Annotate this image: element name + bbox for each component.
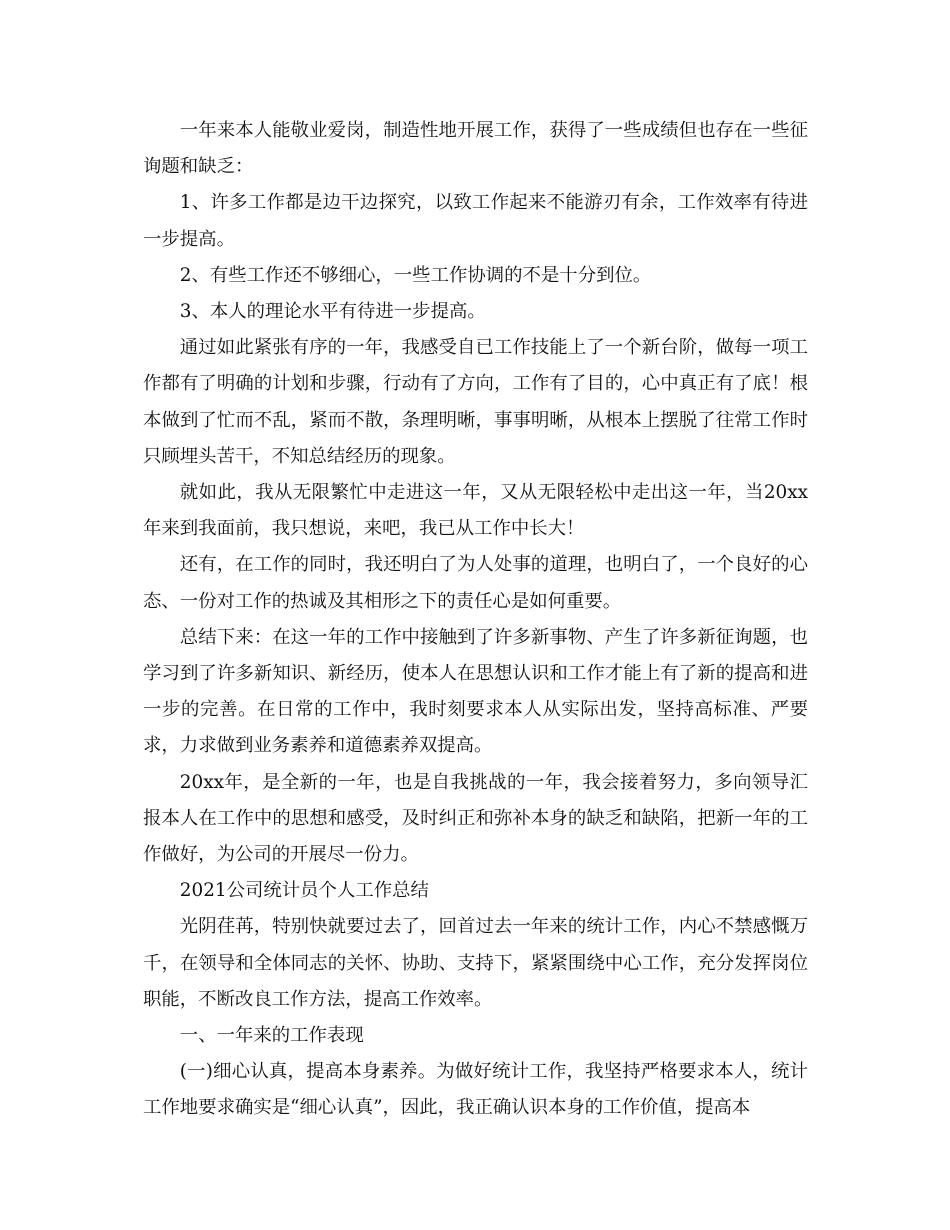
paragraph-growth: 就如此，我从无限繁忙中走进这一年，又从无限轻松中走出这一年，当20xx年来到我面前，我只想说，来吧，我已从工作中长大！ bbox=[143, 482, 808, 540]
paragraph-intro: 光阴荏苒，特别快就要过去了，回首过去一年来的统计工作，内心不禁感慨万千，在领导和全体同志的关怀、协助、支持下，紧紧围绕中心工作，充分发挥岗位职能，不断改良工作方法，提高工作效率。 bbox=[143, 916, 808, 1010]
document-page bbox=[143, 113, 808, 1127]
list-item-efficiency: 1、许多工作都是边干边探究，以致工作起来不能游刃有余，工作效率有待进一步提高。 bbox=[143, 192, 808, 250]
list-item-theory: 3、本人的理论水平有待进一步提高。 bbox=[179, 301, 486, 323]
heading-work-performance: 一、一年来的工作表现 bbox=[179, 1025, 364, 1047]
paragraph-progress: 通过如此紧张有序的一年，我感受自已工作技能上了一个新台阶，做每一项工作都有了明确的计划和步骤，行动有了方向，工作有了目的，心中真正有了底！根本做到了忙而不乱，紧而不散，条理明晰，事事明晰，从根本上摆脱了往常工作时只顾埋头苦干，不知总结经历的现象。 bbox=[143, 337, 808, 467]
paragraph-new-year: 20xx年，是全新的一年，也是自我挑战的一年，我会接着努力，多向领导汇报本人在工作中的思想和感受，及时纠正和弥补本身的缺乏和缺陷，把新一年的工作做好，为公司的开展尽一份力。 bbox=[143, 771, 808, 866]
paragraph-attitude: 还有，在工作的同时，我还明白了为人处事的道理，也明白了，一个良好的心态、一份对工作的热诚及其相形之下的责任心是如何重要。 bbox=[143, 554, 808, 612]
paragraph-self-assessment: 一年来本人能敬业爱岗，制造性地开展工作，获得了一些成绩但也存在一些征询题和缺乏： bbox=[143, 120, 808, 178]
paragraph-careful-work: (一)细心认真，提高本身素养。为做好统计工作，我坚持严格要求本人，统计工作地要求确实是“细心认真”，因此，我正确认识本身的工作价值，提高本 bbox=[143, 1061, 808, 1119]
paragraph-summary: 总结下来：在这一年的工作中接触到了许多新事物、产生了许多新征询题，也学习到了许多新知识、新经历，使本人在思想认识和工作才能上有了新的提高和进一步的完善。在日常的工作中，我时刻要求本人从实际出发，坚持高标准、严要求，力求做到业务素养和道德素养双提高。 bbox=[143, 626, 808, 757]
list-item-coordination: 2、有些工作还不够细心，一些工作协调的不是十分到位。 bbox=[179, 264, 652, 286]
section-title: 2021公司统计员个人工作总结 bbox=[179, 880, 429, 902]
